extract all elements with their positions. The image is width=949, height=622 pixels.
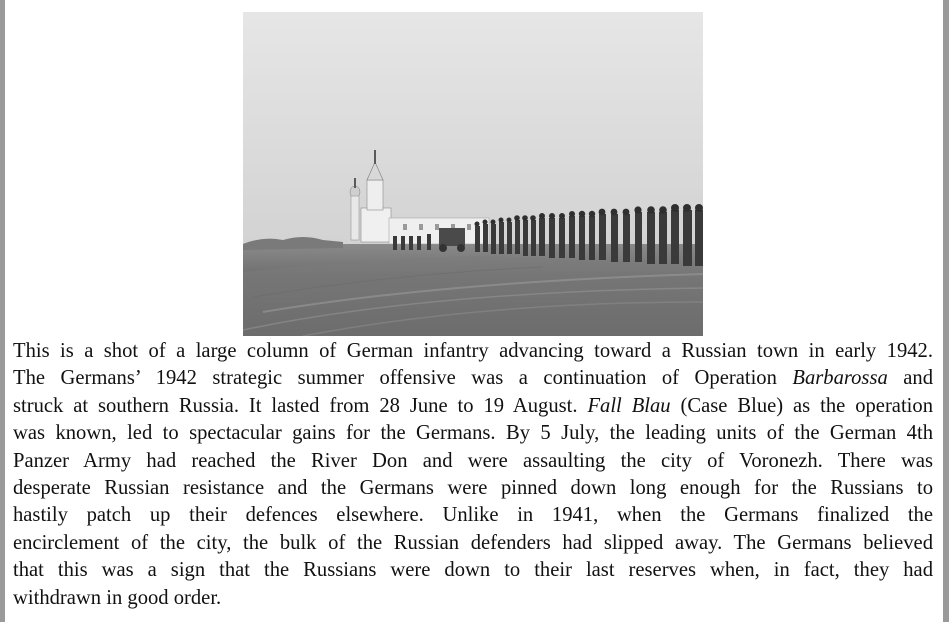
right-frame-border xyxy=(943,0,949,622)
operation-name-italic: Barbarossa xyxy=(792,367,888,390)
caption-line: hastily patch up their defences elsewhere. Unlike in 1941, when the Germans finalized the xyxy=(13,504,933,527)
caption-line: desperate Russian resistance and the Germans were pinned down long enough for the Russians to xyxy=(13,477,933,500)
photo-caption xyxy=(13,338,933,612)
caption-line: The Germans’ 1942 strategic summer offensive was a continuation of Operation Barbarossa and xyxy=(13,367,934,390)
caption-line: This is a shot of a large column of German infantry advancing toward a Russian town in early 1942. xyxy=(13,340,933,362)
caption-line: encirclement of the city, the bulk of the Russian defenders had slipped away. The Germans believed xyxy=(13,531,933,554)
historical-photograph xyxy=(243,12,703,336)
caption-line: withdrawn in good order. xyxy=(13,586,222,609)
caption-line: that this was a sign that the Russians were down to their last reserves when, in fact, they had xyxy=(13,559,933,582)
operation-name-italic: Fall Blau xyxy=(587,394,671,417)
caption-line: struck at southern Russia. It lasted from 28 June to 19 August. Fall Blau (Case Blue) as the operation xyxy=(13,394,933,417)
document-page xyxy=(5,0,943,622)
caption-line: Panzer Army had reached the River Don and were assaulting the city of Voronezh. There was xyxy=(13,449,933,472)
caption-line: was known, led to spectacular gains for the Germans. By 5 July, the leading units of the German 4th xyxy=(13,422,933,445)
